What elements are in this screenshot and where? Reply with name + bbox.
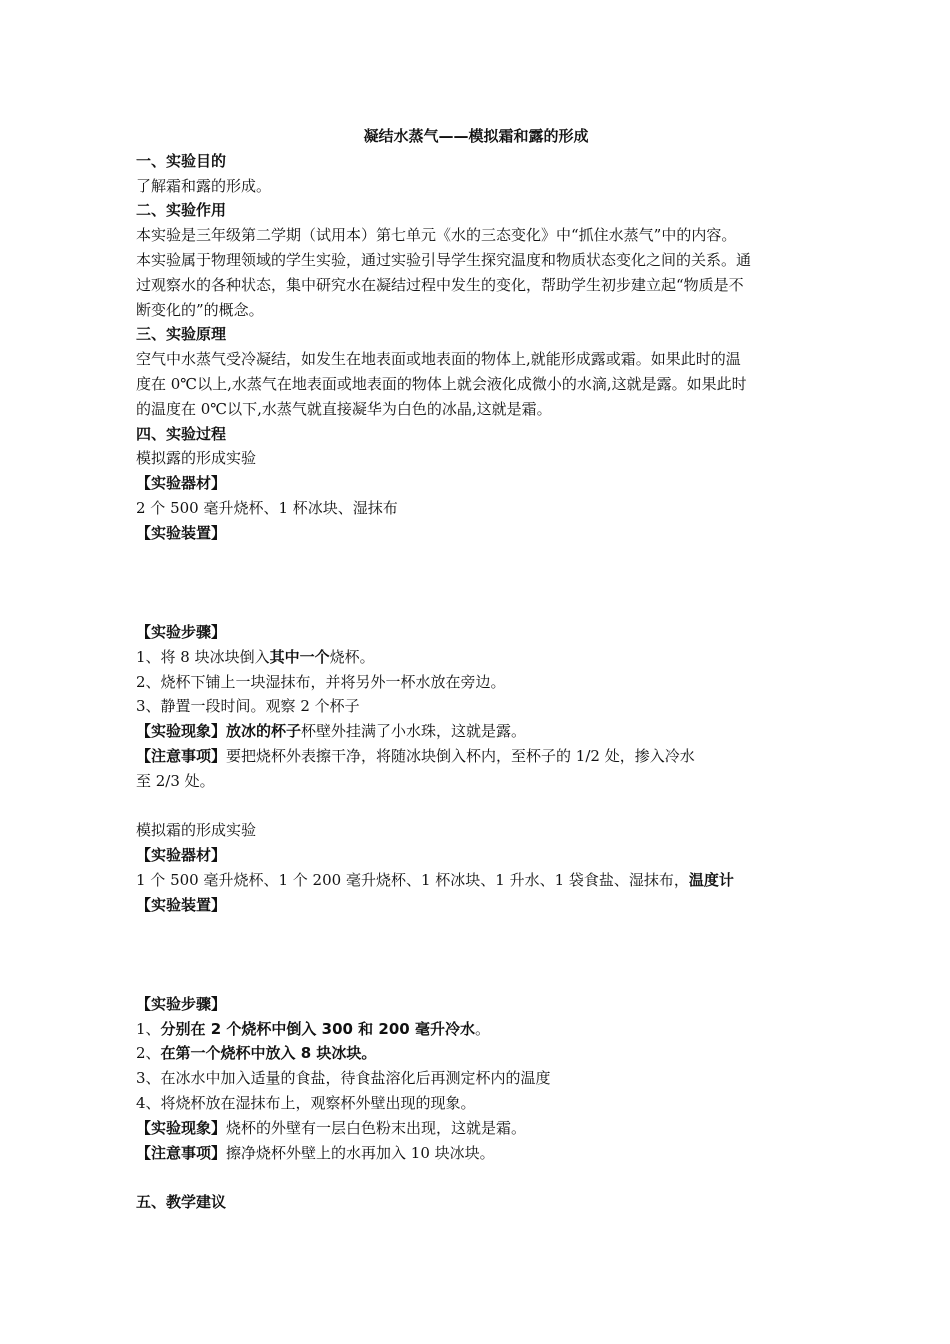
dew-step-2: 2、烧杯下铺上一块湿抹布，并将另外一杯水放在旁边。	[136, 672, 506, 691]
dew-steps-label: 【实验步骤】	[136, 622, 227, 641]
dew-materials-text: 2 个 500 毫升烧杯、1 杯冰块、湿抹布	[136, 498, 398, 517]
frost-step-1-number: 1、	[136, 1019, 161, 1038]
dew-step-1	[136, 645, 816, 670]
section-role-line: 本实验属于物理领域的学生实验，通过实验引导学生探究温度和物质状态变化之间的关系。通	[136, 250, 752, 269]
dew-phenomenon	[136, 719, 816, 744]
section-role-line: 本实验是三年级第二学期（试用本）第七单元《水的三态变化》中“抓住水蒸气”中的内容。	[136, 226, 737, 245]
section-purpose-heading: 一、实验目的	[136, 151, 227, 170]
section-role-line: 断变化的”的概念。	[136, 300, 264, 319]
frost-apparatus-label: 【实验装置】	[136, 895, 227, 914]
section-principle-line: 空气中水蒸气受冷凝结，如发生在地表面或地表面的物体上,就能形成露或霜。如果此时的温	[136, 350, 741, 369]
section-principle-line: 的温度在 0℃以下,水蒸气就直接凝华为白色的冰晶,这就是霜。	[136, 399, 552, 418]
section-teaching-heading: 五、教学建议	[136, 1193, 227, 1212]
frost-experiment-subtitle: 模拟霜的形成实验	[136, 821, 257, 840]
dew-notes-continued: 至 2/3 处。	[136, 771, 215, 790]
document-page	[136, 124, 816, 1215]
dew-step-1-emphasis: 其中一个	[269, 647, 330, 666]
dew-phenomenon-label: 【实验现象】	[136, 722, 227, 741]
dew-apparatus-label: 【实验装置】	[136, 523, 227, 542]
section-process-heading: 四、实验过程	[136, 424, 227, 443]
frost-materials-text	[136, 868, 816, 893]
section-purpose-text: 了解霜和露的形成。	[136, 176, 272, 195]
dew-step-1-tail: 烧杯。	[329, 647, 375, 666]
frost-step-2-emphasis: 在第一个烧杯中放入 8 块冰块。	[160, 1044, 377, 1063]
frost-step-1-tail: 。	[474, 1019, 490, 1038]
dew-notes	[136, 744, 816, 769]
dew-phenomenon-text: 杯壁外挂满了小水珠，这就是露。	[301, 722, 527, 741]
frost-materials-thermometer: 温度计	[688, 870, 734, 889]
page-title: 凝结水蒸气——模拟霜和露的形成	[363, 127, 589, 145]
frost-step-1	[136, 1017, 816, 1042]
section-role-line: 过观察水的各种状态，集中研究水在凝结过程中发生的变化，帮助学生初步建立起“物质是不	[136, 275, 744, 294]
frost-notes-label: 【注意事项】	[136, 1143, 227, 1162]
section-principle-heading: 三、实验原理	[136, 325, 227, 344]
dew-apparatus-area	[136, 546, 816, 620]
frost-step-2	[136, 1041, 816, 1066]
dew-notes-text: 要把烧杯外表擦干净，将随冰块倒入杯内，至杯子的 1/2 处，掺入冷水	[226, 746, 695, 765]
dew-phenomenon-emphasis: 放冰的杯子	[226, 722, 302, 741]
dew-notes-label: 【注意事项】	[136, 746, 227, 765]
blank-line	[136, 1165, 816, 1190]
frost-step-4: 4、将烧杯放在湿抹布上，观察杯外壁出现的现象。	[136, 1094, 476, 1113]
frost-notes-text: 擦净烧杯外壁上的水再加入 10 块冰块。	[226, 1143, 495, 1162]
frost-steps-label: 【实验步骤】	[136, 994, 227, 1013]
frost-apparatus-area	[136, 918, 816, 992]
frost-phenomenon	[136, 1116, 816, 1141]
dew-materials-label: 【实验器材】	[136, 474, 227, 493]
frost-step-2-number: 2、	[136, 1044, 161, 1063]
section-principle-line: 度在 0℃以上,水蒸气在地表面或地表面的物体上就会液化成微小的水滴,这就是露。如果此时	[136, 374, 747, 393]
frost-notes	[136, 1141, 816, 1166]
frost-step-3: 3、在冰水中加入适量的食盐，待食盐溶化后再测定杯内的温度	[136, 1069, 551, 1088]
frost-materials-list: 1 个 500 毫升烧杯、1 个 200 毫升烧杯、1 杯冰块、1 升水、1 袋食盐、湿抹布，	[136, 870, 689, 889]
frost-materials-label: 【实验器材】	[136, 846, 227, 865]
section-role-heading: 二、实验作用	[136, 201, 227, 220]
frost-step-1-emphasis: 分别在 2 个烧杯中倒入 300 和 200 毫升冷水	[160, 1019, 475, 1038]
dew-step-3: 3、静置一段时间。观察 2 个杯子	[136, 697, 360, 716]
frost-phenomenon-label: 【实验现象】	[136, 1118, 227, 1137]
dew-experiment-subtitle: 模拟露的形成实验	[136, 449, 257, 468]
blank-line	[136, 794, 816, 819]
dew-step-1-text: 1、将 8 块冰块倒入	[136, 647, 270, 666]
frost-phenomenon-text: 烧杯的外壁有一层白色粉末出现，这就是霜。	[226, 1118, 527, 1137]
